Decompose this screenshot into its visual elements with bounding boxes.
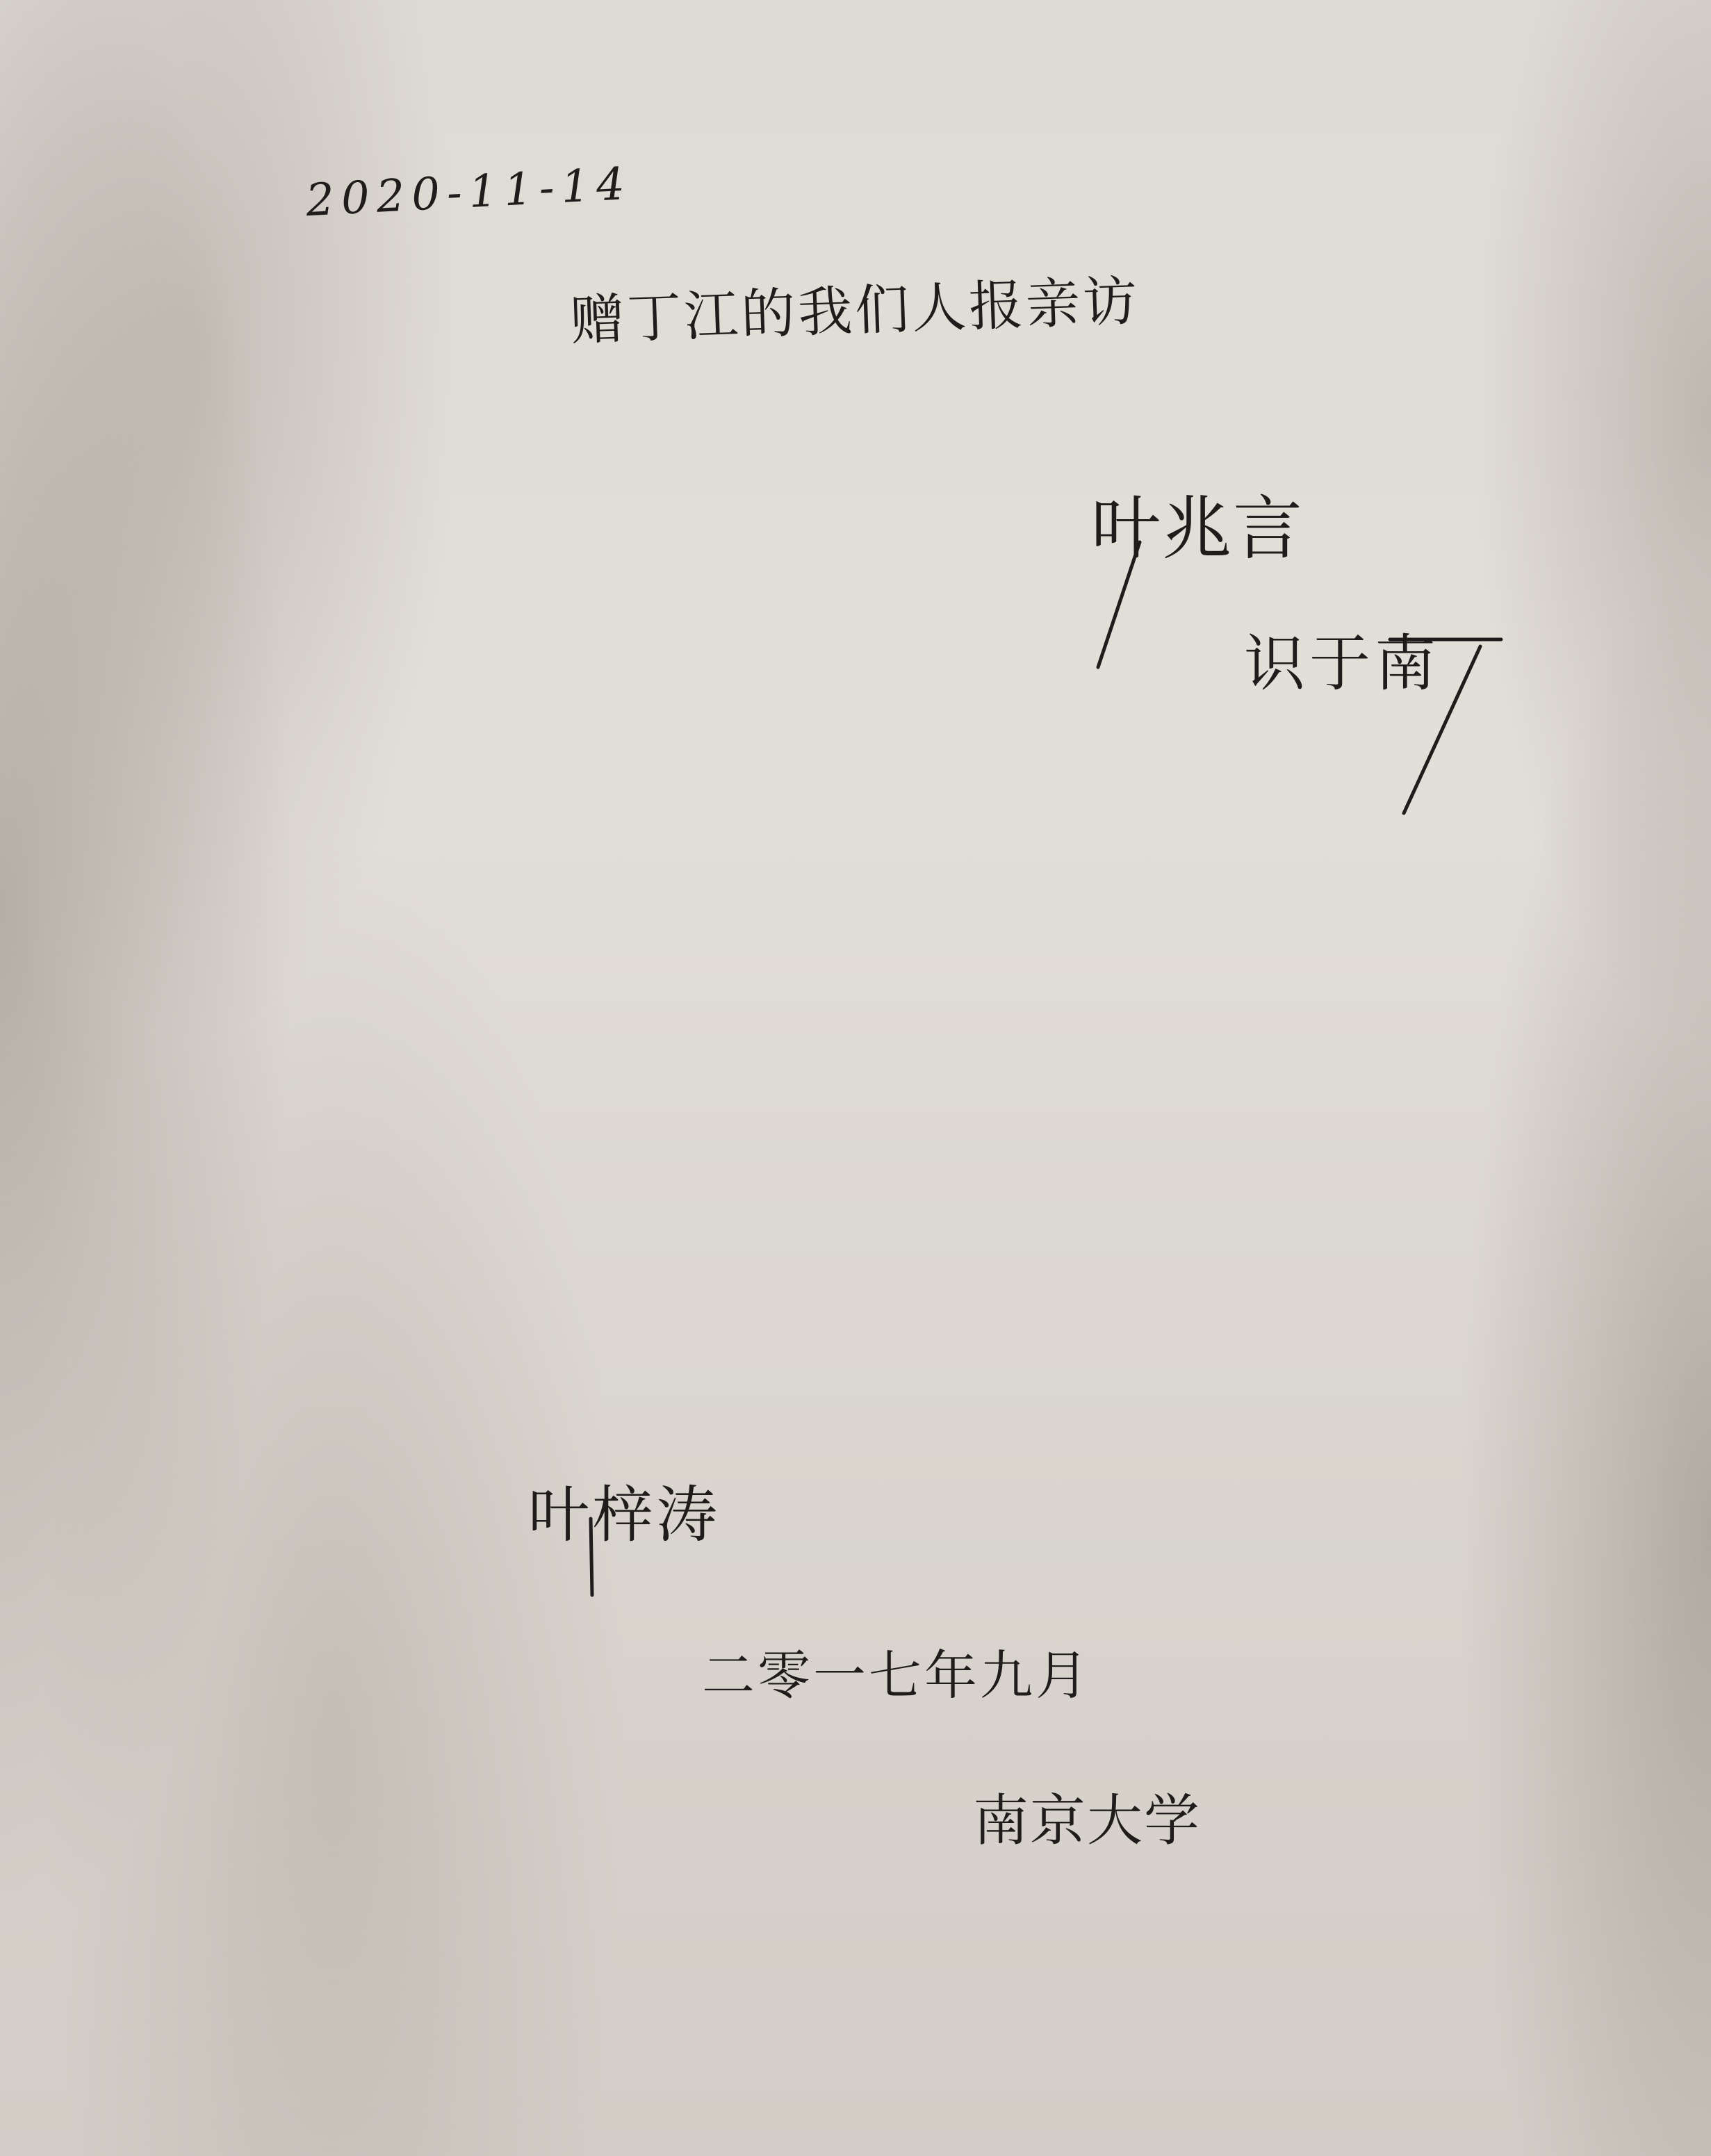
original-signature-name: 叶梓涛 [528, 1479, 721, 1551]
signature-stroke-icon [1084, 535, 1168, 674]
author-signature: 叶兆言 [1091, 488, 1304, 569]
original-signature-place: 南京大学 [973, 1788, 1201, 1853]
inscription-date: 2020-11-14 [304, 158, 633, 227]
author-note: 识于南 [1244, 628, 1441, 699]
original-signature-date: 二零一七年九月 [702, 1644, 1091, 1706]
note-stroke-icon [1383, 626, 1508, 820]
name-stroke-icon [570, 1515, 612, 1599]
inscription-dedication: 赠丁江的我们人报亲访 [568, 270, 1141, 353]
